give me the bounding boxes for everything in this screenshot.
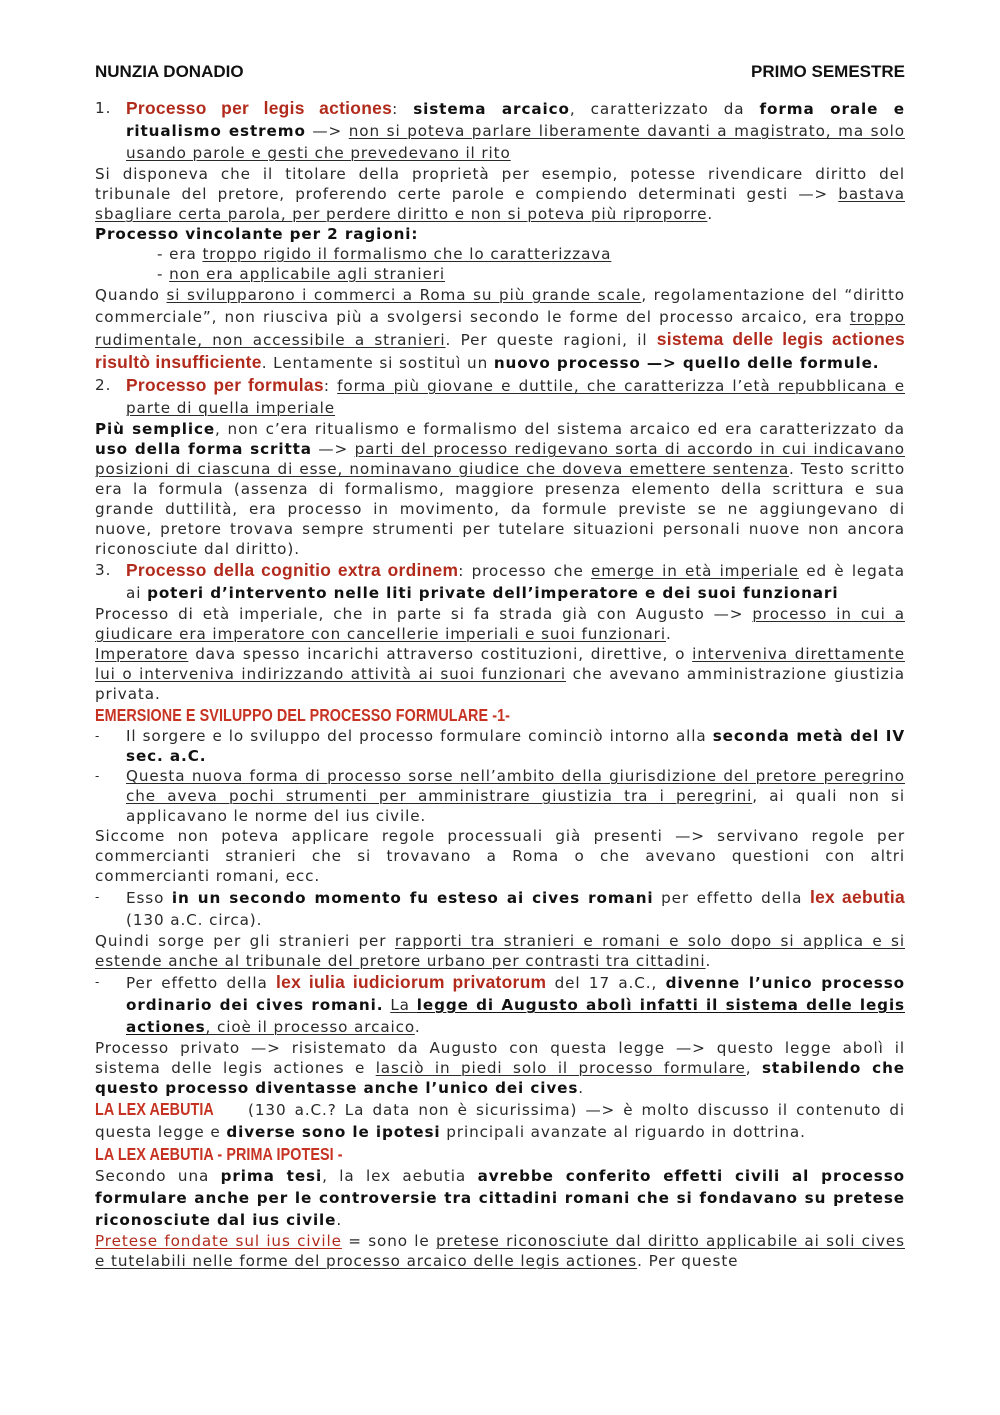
- text: .: [578, 1079, 585, 1097]
- section-heading-prima-ipotesi: LA LEX AEBUTIA - PRIMA IPOTESI -: [95, 1144, 343, 1164]
- section-heading-lex-aebutia: LA LEX AEBUTIA: [95, 1099, 214, 1119]
- bold-text: forma orale e ritualismo estremo: [126, 100, 905, 140]
- text: .: [665, 625, 672, 643]
- highlighted-text: lex iulia iudiciorum privatorum: [276, 972, 547, 992]
- text: Quando: [95, 286, 167, 304]
- bullet-item: [95, 971, 905, 1038]
- underlined-text: non era applicabile agli stranieri: [169, 265, 446, 283]
- text: (130 a.C. circa).: [126, 911, 263, 929]
- paragraph: Siccome non poteva applicare regole processuali già presenti —> servivano regole per commercianti stranieri che si trovavano a Roma o che avevano questioni con altri commercianti romani, ecc.: [95, 827, 905, 885]
- bold-text: Processo vincolante per 2 ragioni:: [95, 225, 419, 243]
- page-header: [95, 62, 905, 82]
- underlined-text: rapporti tra stranieri e romani e solo dopo si applica e si estende anche al tribunale del pretore urbano per contrasti tra cittadini: [95, 932, 905, 970]
- text: :: [323, 377, 338, 395]
- underlined-text: processo in cui a giudicare era imperatore con cancellerie imperiali e suoi funzionari: [95, 605, 905, 643]
- list-number: 3.: [95, 561, 112, 579]
- text: .: [705, 952, 712, 970]
- text: Processo di età imperiale, che in parte si fa strada già con Augusto —>: [95, 605, 753, 623]
- heading-formulas: Processo per formulas: [126, 375, 324, 395]
- bold-text: sistema arcaico: [413, 100, 570, 118]
- list-number: 2.: [95, 376, 112, 394]
- list-item-1: [95, 97, 905, 164]
- underlined-text: si svilupparono i commerci a Roma su più grande scale: [166, 286, 642, 304]
- bold-text: in un secondo momento fu esteso ai cives romani: [171, 889, 654, 907]
- bold-underlined-text: legge di Augusto abolì infatti il sistema delle legis actiones: [126, 996, 905, 1036]
- section-heading-emersione: EMERSIONE E SVILUPPO DEL PROCESSO FORMULARE -1-: [95, 705, 511, 725]
- text: : processo che: [458, 562, 591, 580]
- text: .: [414, 1018, 421, 1036]
- underlined-text: bastava sbagliare certa parola, per perdere diritto e non si poteva più riproporre: [95, 185, 905, 223]
- text: . Lentamente si sostituì un: [261, 354, 494, 372]
- text: , la lex aebutia: [322, 1167, 478, 1185]
- text: , non c’era ritualismo e formalismo del sistema arcaico ed era caratterizzato da: [215, 420, 905, 438]
- text: .: [336, 1211, 343, 1229]
- underlined-text: Imperatore: [95, 645, 189, 663]
- paragraph: [95, 419, 905, 559]
- text: . Per queste: [637, 1252, 739, 1270]
- bold-text: prima tesi: [220, 1167, 323, 1185]
- bold-text: uso della forma scritta: [95, 440, 312, 458]
- text: Si disponeva che il titolare della proprietà per esempio, potesse rivendicare diritto del tribunale del pretore, proferendo certe parole e compiendo determinati gesti —>: [95, 165, 905, 203]
- paragraph: [95, 164, 905, 224]
- bold-text: stabilendo che questo processo diventasse anche l’unico dei cives: [95, 1059, 905, 1097]
- list-item-3: [95, 559, 905, 604]
- paragraph: [95, 644, 905, 704]
- text: . Testo scritto era la formula (assenza di formalismo, maggiore presenza elemento della scrittura e sua grande duttilità, era processo in movimento, da formule previste se ne aggiungevano di nuove, pretore trovava sempre strumenti per tutelare situazioni personali nuove non ancora riconosciute dal diritto).: [95, 460, 906, 558]
- paragraph: [95, 1231, 905, 1271]
- underlined-text: interveniva direttamente lui o interveniva indirizzando attività ai suoi funzionari: [95, 645, 905, 683]
- heading-cognitio: Processo della cognitio extra ordinem: [126, 560, 459, 580]
- list-item-2: [95, 374, 905, 419]
- text: Il sorgere e lo sviluppo del processo formulare cominciò intorno alla: [126, 727, 713, 745]
- text: - era: [157, 245, 203, 263]
- sub-item: [95, 244, 905, 264]
- paragraph: [95, 931, 905, 971]
- underlined-text: pretese riconosciute dal diritto applicabile ai soli cives e tutelabili nelle forme del processo arcaico delle legis actiones: [95, 1232, 905, 1270]
- text: per effetto della: [653, 889, 810, 907]
- bullet-item: [95, 886, 905, 931]
- bold-text: Più semplice: [95, 420, 216, 438]
- bullet-dash: -: [95, 769, 101, 783]
- underlined-text: troppo rigido il formalismo che lo caratterizzava: [202, 245, 612, 263]
- text: , regolamentazione del “diritto commerciale”, non riusciva più a svolgersi secondo le forme del processo arcaico, era: [95, 286, 906, 326]
- text: che avevano amministrazione giustizia privata.: [95, 665, 905, 703]
- author-name: NUNZIA DONADIO: [95, 62, 244, 81]
- text: :: [392, 100, 414, 118]
- paragraph: [95, 284, 905, 374]
- sub-item: [95, 264, 905, 284]
- text: Esso: [126, 889, 172, 907]
- text: .: [707, 205, 714, 223]
- bold-text: avrebbe conferito effetti civili al processo formulare anche per le controversie tra cittadini romani che si fondavano su pretese riconosciute dal ius civile: [95, 1167, 905, 1229]
- underlined-text: Questa nuova forma di processo sorse nell’ambito della giurisdizione del pretore peregrino che aveva pochi strumenti per amministrare giustizia tra i peregrini: [126, 767, 905, 805]
- paragraph: [95, 1165, 905, 1231]
- text: , ai quali non si applicavano le norme del ius civile.: [126, 787, 905, 825]
- text: Secondo una: [95, 1167, 221, 1185]
- bullet-dash: -: [95, 890, 101, 904]
- bullet-dash: -: [95, 729, 101, 743]
- text: ,: [745, 1059, 762, 1077]
- text: , caratterizzato da: [569, 100, 760, 118]
- bullet-dash: -: [95, 975, 101, 989]
- paragraph: [95, 604, 905, 644]
- text: Per effetto della: [126, 974, 277, 992]
- paragraph: [95, 1038, 905, 1098]
- bold-text: nuovo processo —> quello delle formule.: [493, 354, 880, 372]
- text: —>: [311, 440, 355, 458]
- bullet-item: [95, 726, 905, 766]
- text: ed è legata ai: [126, 562, 905, 602]
- document-body: [95, 97, 905, 1271]
- underlined-text: forma più giovane e duttile, che caratterizza l’età repubblicana e parte di quella imperiale: [126, 377, 906, 417]
- list-number: 1.: [95, 99, 112, 117]
- bullet-item: [95, 766, 905, 826]
- text: . Per queste ragioni, il: [445, 331, 657, 349]
- text: del 17 a.C.,: [546, 974, 666, 992]
- text: principali avanzate al riguardo in dottrina.: [440, 1123, 806, 1141]
- highlighted-text: lex aebutia: [809, 887, 906, 907]
- underlined-text: non si poteva parlare liberamente davanti a magistrato, ma solo usando parole e gesti che prevedevano il rito: [126, 122, 905, 162]
- red-underlined-text: Pretese fondate sul ius civile: [95, 1232, 342, 1250]
- semester-label: PRIMO SEMESTRE: [751, 62, 905, 81]
- underlined-text: La: [390, 996, 417, 1014]
- text: Quindi sorge per gli stranieri per: [95, 932, 395, 950]
- highlighted-text: sistema delle legis actiones risultò insufficiente: [95, 329, 905, 372]
- underlined-text: lasciò in piedi solo il processo formulare: [375, 1059, 746, 1077]
- underlined-text: emerge in età imperiale: [590, 562, 799, 580]
- heading-legis-actiones: Processo per legis actiones: [126, 98, 393, 118]
- text: = sono le: [341, 1232, 436, 1250]
- bold-text: poteri d’intervento nelle liti private dell’imperatore e dei suoi funzionari: [147, 584, 839, 602]
- underlined-text: parti del processo redigevano sorta di accordo in cui indicavano posizioni di ciascuna di esse, nominavano giudice che doveva emettere sentenza: [95, 440, 905, 478]
- text: dava spesso incarichi attraverso costituzioni, direttive, o: [188, 645, 693, 663]
- underlined-text: , cioè il processo arcaico: [205, 1018, 415, 1036]
- text: (130 a.C.? La data non è sicurissima) —> è molto discusso il contenuto di questa legge e: [95, 1101, 905, 1141]
- text: —>: [305, 122, 349, 140]
- text: Processo privato —> risistemato da Augusto con questa legge —> questo legge abolì il sistema delle legis actiones e: [95, 1039, 905, 1077]
- bold-text: divenne l’unico processo ordinario dei cives romani.: [126, 974, 906, 1014]
- paragraph: [95, 1098, 905, 1143]
- paragraph: [95, 224, 905, 244]
- text: -: [157, 265, 170, 283]
- bold-text: diverse sono le ipotesi: [226, 1123, 441, 1141]
- underlined-text: troppo rudimentale, non accessibile a stranieri: [95, 308, 905, 349]
- bold-text: seconda metà del IV sec. a.C.: [126, 727, 905, 765]
